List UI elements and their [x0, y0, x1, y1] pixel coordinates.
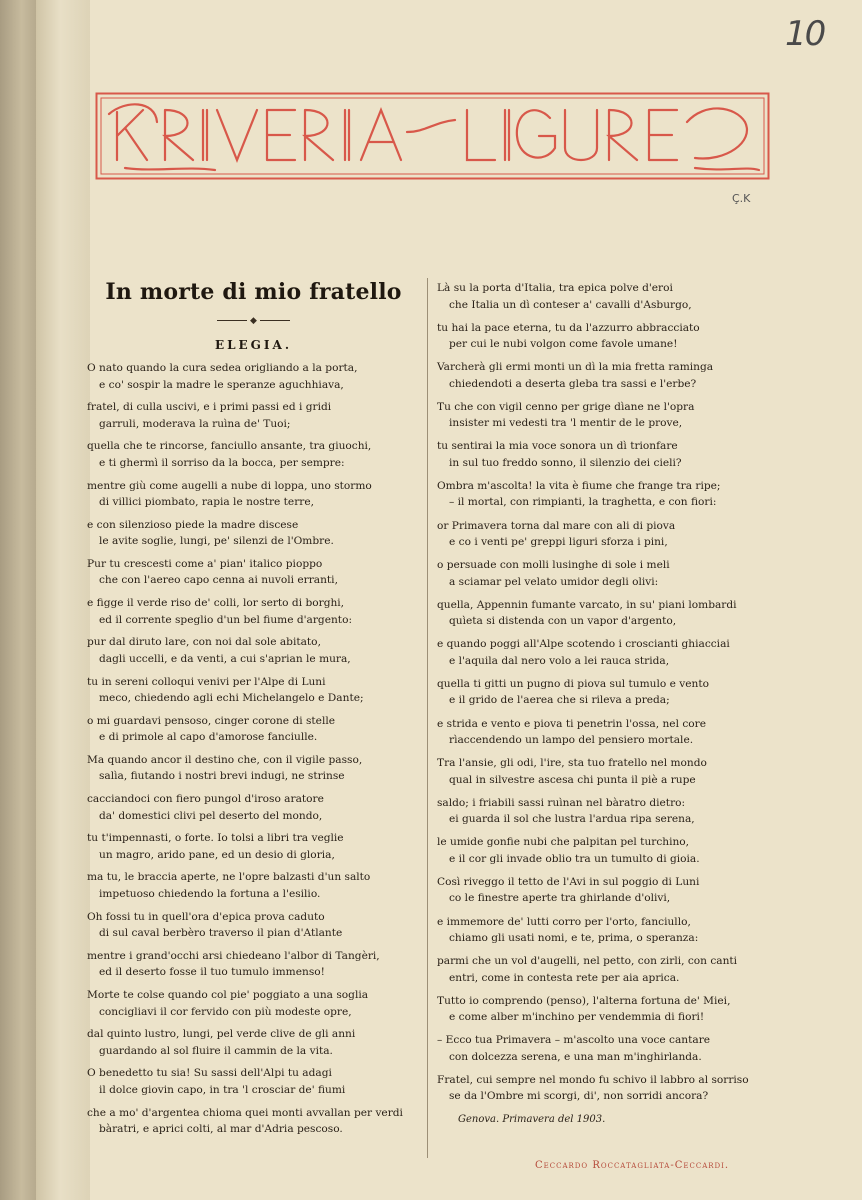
verse-line: Là su la porta d'Italia, tra epica polve d'eroi: [437, 282, 673, 294]
verse-line: se da l'Ombre mi scorgi, di', non sorridi ancora?: [449, 1090, 709, 1103]
verse-line: ed il deserto fosse il tuo tumulo immenso!: [99, 966, 325, 979]
verse-line: tu hai la pace eterna, tu da l'azzurro abbracciato: [437, 321, 700, 334]
verse-line: il dolce giovin capo, in tra 'l crosciar de' fiumi: [99, 1083, 346, 1096]
verse-line: O benedetto tu sia! Su sassi dell'Alpi tu adagi: [87, 1067, 332, 1080]
stanza: [437, 438, 773, 471]
verse-line: Così riveggo il tetto de l'Avi in sul poggio di Luni: [437, 875, 700, 888]
verse-line: impetuoso chiedendo la fortuna a l'esilio.: [99, 887, 321, 900]
verse-line: e di primole al capo d'amorose fanciulle.: [99, 731, 318, 744]
poem-author: Ceccardo Roccatagliata-Ceccardi.: [535, 1160, 730, 1171]
verse-line: salìa, fiutando i nostri brevi indugi, ne strinse: [99, 770, 345, 783]
poem-dateline: Genova. Primavera del 1903.: [458, 1114, 606, 1125]
stanza: [437, 874, 773, 907]
masthead-banner: [95, 92, 770, 180]
stanza: [87, 360, 420, 393]
verse-line: parmi che un vol d'augelli, nel petto, con zirli, con canti: [437, 955, 738, 968]
verse-line: ei guarda il sol che lustra l'ardua ripa serena,: [449, 813, 695, 826]
verse-line: le umide gonfie nubi che palpitan pel turchino,: [437, 836, 690, 849]
stanza: [437, 280, 773, 313]
verse-line: e quando poggi all'Alpe scotendo i croscianti ghiacciai: [437, 638, 730, 651]
verse-line: ma tu, le braccia aperte, ne l'opre balzasti d'un salto: [87, 871, 371, 884]
verse-line: a sciamar pel velato umidor degli olivi:: [449, 575, 659, 588]
verse-line: o persuade con molli lusinghe di sole i meli: [437, 559, 670, 572]
stanza: [437, 320, 773, 353]
verse-line: e con silenzioso piede la madre discese: [87, 518, 299, 531]
stanza: [437, 557, 773, 590]
verse-line: Ombra m'ascolta! la vita è fiume che frange tra ripe;: [437, 479, 721, 492]
stanza: [87, 399, 420, 432]
verse-line: Tutto io comprendo (penso), l'alterna fortuna de' Miei,: [437, 994, 731, 1007]
verse-line: cacciandoci con fiero pungol d'iroso aratore: [87, 793, 324, 806]
verse-line: le avite soglie, lungi, pe' silenzi de l'Ombre.: [99, 535, 334, 548]
verse-line: quìeta si distenda con un vapor d'argento,: [449, 615, 677, 628]
verse-line: e il grido de l'aerea che si rileva a preda;: [449, 694, 670, 707]
verse-line: bàratri, e aprici colti, al mar d'Adria pescoso.: [99, 1123, 343, 1136]
verse-line: da' domestici clivi pel deserto del mondo,: [99, 809, 323, 822]
verse-line: per cui le nubi volgon come favole umane!: [449, 338, 678, 351]
verse-line: O nato quando la cura sedea origliando a la porta,: [87, 362, 358, 374]
verse-line: insister mi vedesti tra 'l mentir de le prove,: [449, 417, 683, 430]
verse-line: dal quinto lustro, lungi, pel verde clive de gli anni: [87, 1028, 356, 1041]
verse-line: Morte te colse quando col pie' poggiato a una soglia: [87, 989, 369, 1001]
stanza: [87, 1065, 420, 1098]
verse-line: e co i venti pe' greppi liguri sforza i pini,: [449, 536, 668, 549]
verse-line: di sul caval berbèro traverso il pian d'Atlante: [99, 927, 343, 940]
verse-line: guardando al sol fluire il cammin de la vita.: [99, 1044, 333, 1057]
verse-line: Tra l'ansie, gli odi, l'ire, sta tuo fratello nel mondo: [437, 757, 707, 770]
title-ornament: ◆: [87, 314, 420, 328]
poem-title: In morte di mio fratello: [105, 279, 402, 305]
verse-line: e ti ghermì il sorriso da la bocca, per sempre:: [99, 456, 345, 469]
verse-line: in sul tuo freddo sonno, il silenzio dei cieli?: [449, 456, 682, 469]
right-column: [437, 280, 773, 1111]
verse-line: e l'aquila dal nero volo a lei rauca strida,: [449, 654, 670, 667]
stanza: [437, 914, 773, 947]
stanza: [87, 948, 420, 981]
stanza: [437, 953, 773, 986]
verse-line: qual in silvestre ascesa chi punta il piè a rupe: [449, 773, 696, 786]
verse-line: chiamo gli usati nomi, e te, prima, o speranza:: [449, 932, 699, 944]
verse-line: chiedendoti a deserta gleba tra sassi e l'erbe?: [449, 377, 697, 390]
verse-line: ed il corrente speglio d'un bel fiume d'argento:: [99, 613, 353, 626]
poem-subtitle: ELEGIA.: [214, 338, 293, 352]
verse-line: Ma quando ancor il destino che, con il vigile passo,: [87, 753, 363, 766]
stanza: [87, 1026, 420, 1059]
verse-line: e immemore de' lutti corro per l'orto, fanciullo,: [437, 915, 691, 928]
page-gutter: [36, 0, 91, 1200]
stanza: [437, 636, 773, 669]
stanza: [87, 987, 420, 1020]
stanza: [437, 834, 773, 867]
stanza: [437, 676, 773, 709]
stanza: [87, 752, 420, 785]
verse-line: mentre giù come augelli a nube di loppa, uno stormo: [87, 479, 372, 492]
stanza: [87, 830, 420, 863]
verse-line: garruli, moderava la ruìna de' Tuoi;: [99, 417, 291, 430]
verse-line: un magro, arido pane, ed un desio di gloria,: [99, 848, 335, 861]
left-column: [87, 270, 420, 1144]
verse-line: rìaccendendo un lampo del pensiero mortale.: [449, 734, 694, 747]
stanza: [87, 517, 420, 550]
right-stanzas: [437, 280, 773, 1105]
verse-line: e strida e vento e piova ti penetrin l'ossa, nel core: [437, 717, 706, 730]
stanza: [437, 597, 773, 630]
stanza: [437, 1072, 773, 1105]
page-number: 10: [785, 14, 825, 54]
stanza: [437, 993, 773, 1026]
verse-line: entri, come in contesta rete per aia aprica.: [449, 971, 680, 984]
verse-line: mentre i grand'occhi arsi chiedeano l'albor di Tangèri,: [87, 949, 380, 962]
verse-line: che a mo' d'argentea chioma quei monti avvallan per verdi: [87, 1106, 403, 1119]
stanza: [87, 909, 420, 942]
stanza: [87, 1105, 420, 1138]
stanza: [437, 518, 773, 551]
stanza: [87, 713, 420, 746]
stanza: [87, 478, 420, 511]
verse-line: meco, chiedendo agli echi Michelangelo e Dante;: [99, 692, 364, 704]
verse-line: o mi guardavi pensoso, cinger corone di stelle: [87, 714, 335, 727]
verse-line: con dolcezza serena, e una man m'inghirlanda.: [449, 1050, 702, 1063]
stanza: [437, 716, 773, 749]
verse-line: tu t'impennasti, o forte. Io tolsi a libri tra veglie: [87, 832, 344, 845]
stanza: [437, 795, 773, 828]
verse-line: fratel, di culla uscivi, e i primi passi ed i gridi: [87, 401, 332, 414]
verse-line: Tu che con vigil cenno per grige dìane ne l'opra: [437, 400, 695, 413]
left-stanzas: [87, 360, 420, 1138]
stanza: [87, 595, 420, 628]
verse-line: quella ti gitti un pugno di piova sul tumulo e vento: [437, 677, 709, 690]
verse-line: che Italia un dì conteser a' cavalli d'Asburgo,: [449, 298, 692, 311]
stanza: [437, 399, 773, 432]
stanza: [437, 478, 773, 511]
verse-line: Pur tu crescesti come a' pian' italico pioppo: [87, 557, 323, 570]
verse-line: e il cor gli invade oblio tra un tumulto di gioia.: [449, 852, 700, 865]
stanza: [437, 1032, 773, 1065]
verse-line: – il mortal, con rimpianti, la traghetta, e con fiori:: [449, 496, 717, 509]
verse-line: concigliavi il cor fervido con più modeste opre,: [99, 1005, 352, 1018]
stanza: [87, 869, 420, 902]
verse-line: Varcherà gli ermi monti un dì la mia fretta raminga: [437, 361, 714, 374]
artist-initials: Ç.K: [732, 192, 751, 205]
stanza: [437, 755, 773, 788]
book-spine: [0, 0, 36, 1200]
verse-line: – Ecco tua Primavera – m'ascolto una voce cantare: [437, 1034, 711, 1047]
stanza: [437, 359, 773, 392]
stanza: [87, 438, 420, 471]
verse-line: che con l'aereo capo cenna ai nuvoli erranti,: [99, 574, 338, 587]
verse-line: dagli uccelli, e da venti, a cui s'aprian le mura,: [99, 652, 351, 665]
verse-line: di villici piombato, rapia le nostre terre,: [99, 496, 314, 509]
verse-line: pur dal diruto lare, con noi dal sole abitato,: [87, 636, 321, 649]
stanza: [87, 556, 420, 589]
verse-line: tu sentirai la mia voce sonora un dì trionfare: [437, 440, 678, 453]
verse-line: e come alber m'inchino per vendemmia di fiori!: [449, 1011, 705, 1024]
verse-line: quella, Appennin fumante varcato, in su' piani lombardi: [437, 598, 737, 611]
verse-line: e figge il verde riso de' colli, lor serto di borghi,: [87, 597, 345, 610]
verse-line: or Primavera torna dal mare con ali di piova: [437, 519, 676, 532]
verse-line: tu in sereni colloqui venivi per l'Alpe di Luni: [87, 675, 326, 688]
stanza: [87, 634, 420, 667]
verse-line: co le finestre aperte tra ghirlande d'olivi,: [449, 892, 671, 905]
verse-line: Fratel, cui sempre nel mondo fu schivo il labbro al sorriso: [437, 1073, 749, 1086]
verse-line: saldo; i friabili sassi ruìnan nel bàratro dietro:: [437, 796, 686, 809]
verse-line: e co' sospir la madre le speranze aguchhiava,: [99, 378, 344, 391]
stanza: [87, 791, 420, 824]
verse-line: quella che te rincorse, fanciullo ansante, tra giuochi,: [87, 440, 372, 453]
verse-line: Oh fossi tu in quell'ora d'epica prova caduto: [87, 910, 325, 923]
stanza: [87, 674, 420, 707]
masthead-logo: [95, 92, 770, 180]
column-divider: [427, 278, 428, 1158]
